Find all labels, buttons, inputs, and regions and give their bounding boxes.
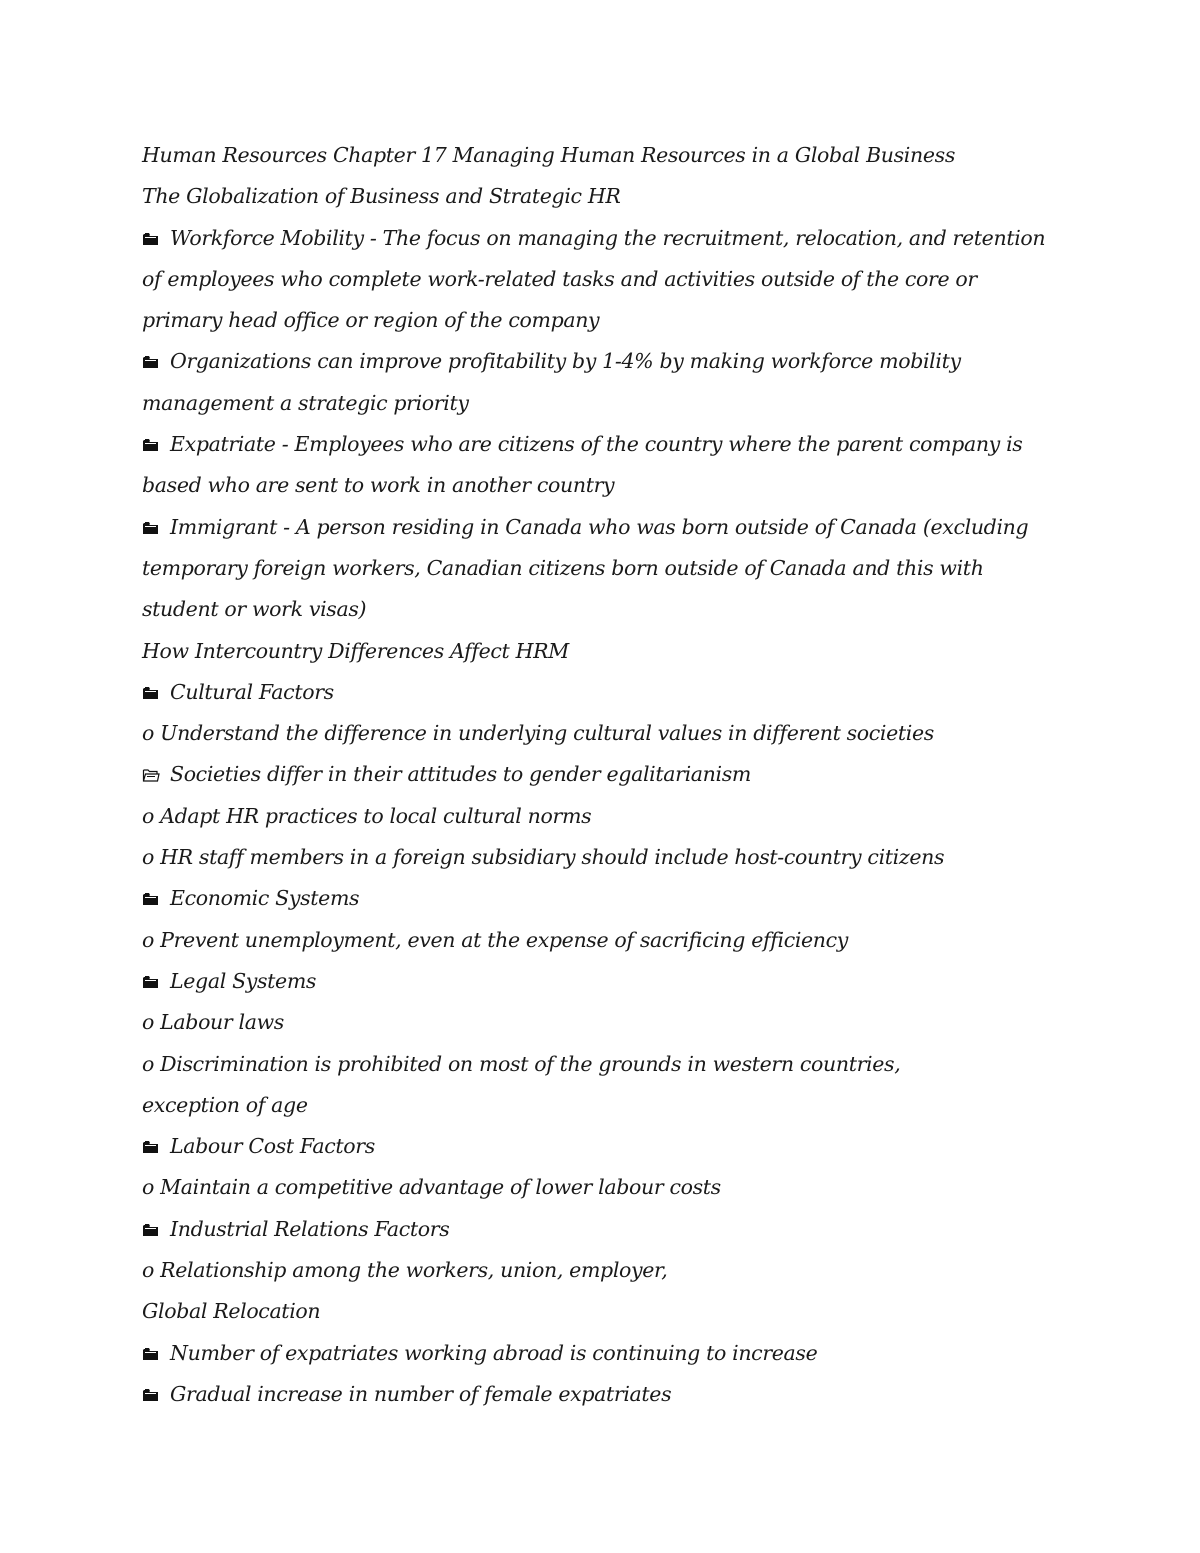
text-line [142,259,1042,300]
line-text: How Intercountry Differences Affect HRM [142,638,569,663]
text-line [142,589,1042,630]
line-text: o Adapt HR practices to local cultural norms [142,803,592,828]
folder-icon [142,341,170,382]
open-folder-icon [142,754,170,795]
bullet-list-item [142,341,1042,382]
folder-icon [142,672,170,713]
line-text: Workforce Mobility - The focus on managing the recruitment, relocation, and retention [170,225,1046,250]
line-text: Global Relocation [142,1299,321,1324]
line-text: The Globalization of Business and Strategic HR [142,184,621,209]
line-text: Labour Cost Factors [170,1134,375,1159]
line-text: temporary foreign workers, Canadian citizens born outside of Canada and this with [142,555,984,580]
line-text: Gradual increase in number of female expatriates [170,1381,672,1406]
text-line [142,631,1042,672]
line-text: Societies differ in their attitudes to gender egalitarianism [170,762,751,787]
folder-icon [142,1333,170,1374]
line-text: Industrial Relations Factors [170,1216,450,1241]
text-line [142,176,1042,217]
line-text: Organizations can improve profitability by 1-4% by making workforce mobility [170,349,961,374]
folder-icon [142,218,170,259]
text-line [142,300,1042,341]
line-text: Cultural Factors [170,679,334,704]
line-text: o HR staff members in a foreign subsidiary should include host-country citizens [142,845,945,870]
document-body [142,135,1046,1415]
folder-icon [142,1209,170,1250]
folder-icon [142,878,170,919]
bullet-list-item [142,878,1042,919]
line-text: based who are sent to work in another country [142,473,615,498]
folder-icon [142,507,170,548]
text-line [142,1250,1042,1291]
text-line [142,1044,1042,1085]
bullet-list-item [142,218,1046,259]
text-line [142,548,1042,589]
line-text: Economic Systems [170,886,360,911]
text-line [142,1002,1042,1043]
folder-icon [142,961,170,1002]
line-text: Number of expatriates working abroad is continuing to increase [170,1340,818,1365]
folder-icon [142,1126,170,1167]
bullet-list-item [142,1209,1042,1250]
line-text: of employees who complete work-related tasks and activities outside of the core or [142,266,977,291]
line-text: exception of age [142,1092,308,1117]
bullet-list-item [142,754,1042,795]
bullet-list-item [142,1374,1042,1415]
line-text: primary head office or region of the company [142,308,600,333]
text-line [142,465,1042,506]
line-text: o Labour laws [142,1010,284,1035]
line-text: Human Resources Chapter 17 Managing Human Resources in a Global Business [142,143,955,167]
folder-icon [142,424,170,465]
line-text: o Relationship among the workers, union, employer, [142,1258,668,1283]
text-line [142,713,1042,754]
bullet-list-item [142,424,1042,465]
text-line [142,796,1042,837]
text-line [142,920,1042,961]
text-line [142,1085,1042,1126]
line-text: Legal Systems [170,968,317,993]
bullet-list-item [142,507,1042,548]
line-text: Expatriate - Employees who are citizens of the country where the parent company is [170,432,1023,457]
line-text: o Maintain a competitive advantage of lower labour costs [142,1175,721,1200]
line-text: Immigrant - A person residing in Canada who was born outside of Canada (excluding [170,514,1029,539]
text-line [142,1291,1042,1332]
text-line [142,837,1042,878]
line-text: o Understand the difference in underlying cultural values in different societies [142,721,934,746]
bullet-list-item [142,1333,1042,1374]
bullet-list-item [142,672,1042,713]
line-text: o Prevent unemployment, even at the expense of sacrificing efficiency [142,927,849,952]
bullet-list-item [142,961,1042,1002]
text-line [142,383,1042,424]
folder-icon [142,1374,170,1415]
text-line [142,1167,1042,1208]
bullet-list-item [142,1126,1042,1167]
text-line [142,135,1042,176]
line-text: management a strategic priority [142,390,469,415]
line-text: student or work visas) [142,597,367,622]
line-text: o Discrimination is prohibited on most of the grounds in western countries, [142,1051,901,1076]
